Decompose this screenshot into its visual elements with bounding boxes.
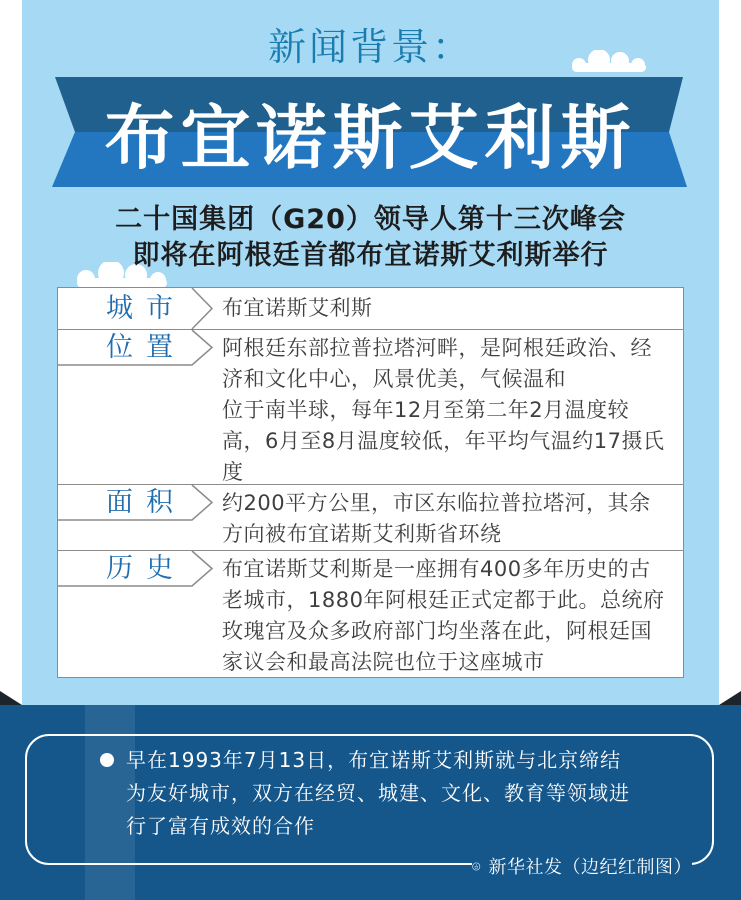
subtitle [0,202,741,274]
row-label-location: 位置 [106,332,186,363]
credit-text: 新华社发（边纪红制图） [488,857,692,878]
row-paragraph: 布宜诺斯艾利斯是一座拥有400多年历史的古老城市，1880年阿根廷正式定都于此。总统府玫瑰宫及众多政府部门均坐落在此，阿根廷国家议会和最高法院也位于这座城市 [222,557,665,674]
row-content-area [222,485,683,550]
row-paragraph: 阿根廷东部拉普拉塔河畔，是阿根廷政治、经济和文化中心，风景优美，气候温和 [222,336,652,391]
fold-corner-left [0,691,22,705]
fold-corner-right [719,691,741,705]
footer-note [100,744,660,843]
xinhua-emblem-icon [472,853,481,880]
banner-title: 布宜诺斯艾利斯 [104,96,637,179]
subtitle-line-1: 二十国集团（G20）领导人第十三次峰会 [115,204,626,235]
row-paragraph: 约200平方公里，市区东临拉普拉塔河，其余方向被布宜诺斯艾利斯省环绕 [222,491,651,546]
row-content-history [222,551,683,676]
row-paragraph: 位于南半球，每年12月至第二年2月温度较高，6月至8月温度较低，年平均气温约17摄氏度 [222,398,665,484]
info-card [57,287,684,678]
info-row-area [58,484,683,550]
row-label-area: 面积 [106,487,186,518]
row-content-city [222,288,387,329]
row-paragraph: 布宜诺斯艾利斯 [222,296,373,320]
row-label-city: 城市 [106,293,186,324]
footer-note-text: 早在1993年7月13日，布宜诺斯艾利斯就与北京缔结为友好城市，双方在经贸、城建、文化、教育等领域进行了富有成效的合作 [126,748,630,838]
row-content-location [222,330,683,484]
info-row-city [58,288,683,329]
info-row-location [58,329,683,484]
credit-line [472,851,692,881]
kicker-title: 新闻背景： [267,25,473,69]
subtitle-line-2: 即将在阿根廷首都布宜诺斯艾利斯举行 [132,240,609,271]
row-label-history: 历史 [106,553,186,584]
bullet-icon [100,753,114,767]
info-row-history [58,550,683,676]
